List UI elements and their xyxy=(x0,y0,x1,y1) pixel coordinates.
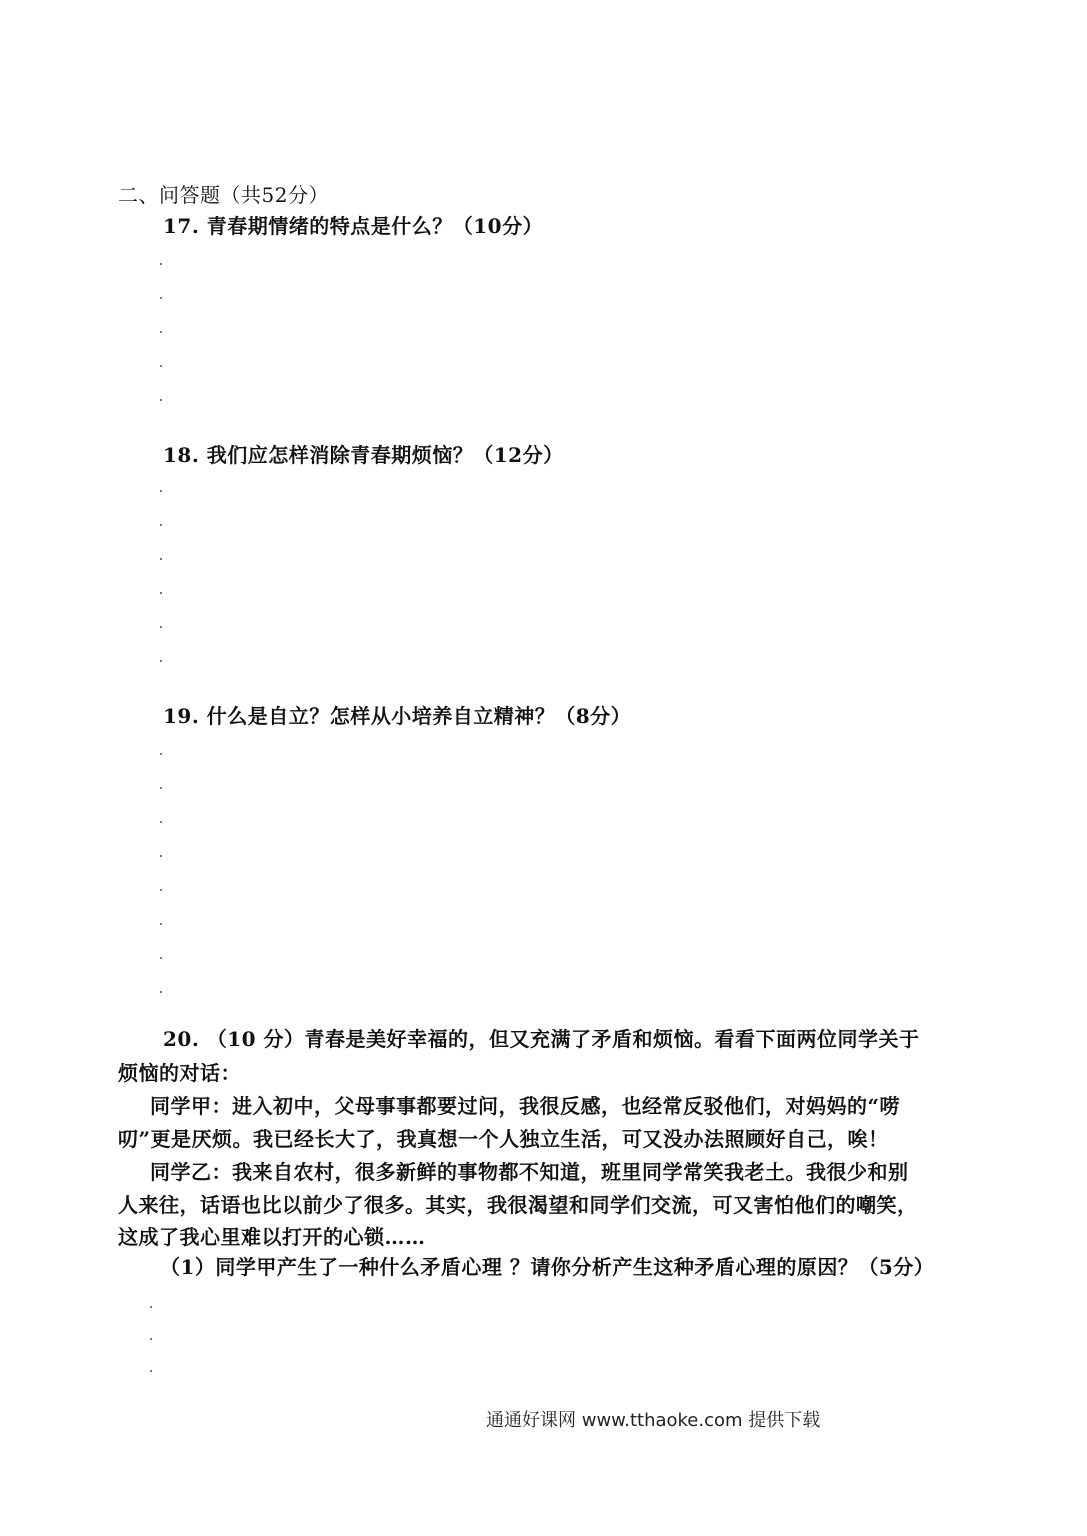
question-19: 19. 什么是自立？怎样从小培养自立精神？（8分） xyxy=(163,704,632,728)
question-17: 17. 青春期情绪的特点是什么？（10分） xyxy=(163,214,544,238)
student-b-line3: 这成了我心里难以打开的心锁…… xyxy=(118,1225,426,1249)
question-20-sub1: （1）同学甲产生了一种什么矛盾心理 ？请你分析产生这种矛盾心理的原因？（5分） xyxy=(160,1255,935,1279)
student-a-line1: 同学甲：进入初中，父母事事都要过问，我很反感，也经常反驳他们，对妈妈的“唠 xyxy=(150,1094,901,1118)
section-title: 二、问答题（共52分） xyxy=(118,183,329,207)
student-a-line2: 叨”更是厌烦。我已经长大了，我真想一个人独立生活，可又没办法照顾好自己，唉！ xyxy=(118,1127,889,1151)
question-18: 18. 我们应怎样消除青春期烦恼？（12分） xyxy=(163,443,564,467)
question-20-intro-line1: 20. （10 分）青春是美好幸福的，但又充满了矛盾和烦恼。看看下面两位同学关于 xyxy=(163,1027,920,1051)
question-20-intro-line2: 烦恼的对话： xyxy=(118,1061,241,1085)
student-b-line2: 人来往，话语也比以前少了很多。其实，我很渴望和同学们交流，可又害怕他们的嘲笑， xyxy=(118,1193,918,1217)
footer-download-notice: 通通好课网 www.tthaoke.com 提供下载 xyxy=(486,1410,821,1431)
student-b-line1: 同学乙：我来自农村，很多新鲜的事物都不知道，班里同学常笑我老土。我很少和别 xyxy=(150,1160,909,1184)
